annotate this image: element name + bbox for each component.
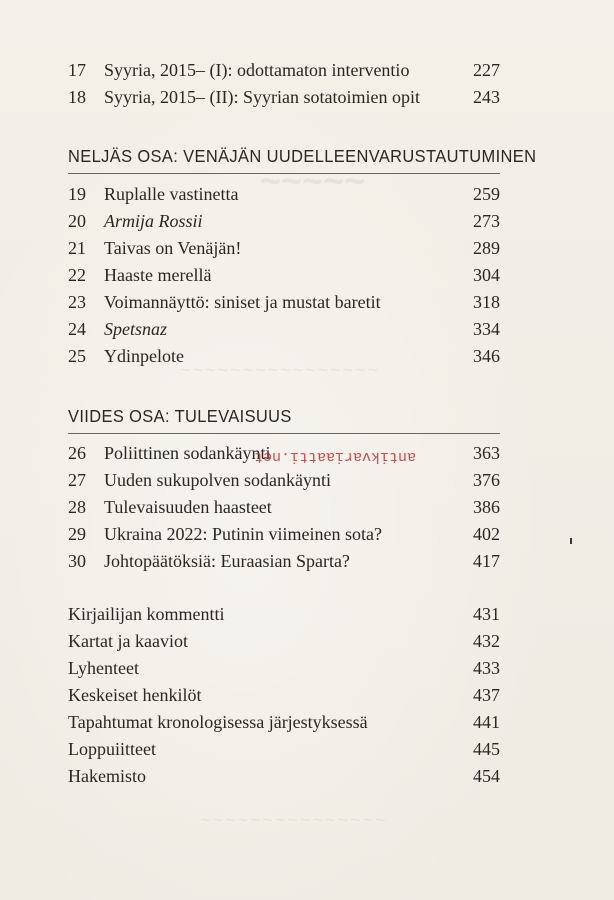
page-number: 243 <box>473 87 500 107</box>
chapter-title: Uuden sukupolven sodankäynti <box>104 470 331 490</box>
page-number: 304 <box>473 265 500 285</box>
page-number: 437 <box>473 685 500 705</box>
chapter-title: Ydinpelote <box>104 346 184 366</box>
toc-entry-22 <box>68 262 500 288</box>
page-number: 433 <box>473 658 500 678</box>
chapter-title: Voimannäyttö: siniset ja mustat baretit <box>104 292 381 312</box>
seller-watermark: antikvariaatti.net <box>254 448 417 465</box>
toc-entry-28 <box>68 494 500 520</box>
page-number: 289 <box>473 238 500 258</box>
chapter-number: 18 <box>68 87 86 107</box>
chapter-title: Poliittinen sodankäynti <box>104 443 271 463</box>
toc-entry-abbreviations <box>68 655 500 681</box>
back-matter-title: Loppuiitteet <box>68 739 156 759</box>
toc-entry-endnotes <box>68 736 500 762</box>
toc-entry-27 <box>68 467 500 493</box>
page-number: 441 <box>473 712 500 732</box>
toc-entry-21 <box>68 235 500 261</box>
chapter-title: Spetsnaz <box>104 319 167 339</box>
toc-entry-29 <box>68 521 500 547</box>
page-number: 318 <box>473 292 500 312</box>
toc-entry-30 <box>68 548 500 574</box>
back-matter-title: Kirjailijan kommentti <box>68 604 225 624</box>
chapter-title: Johtopäätöksiä: Euraasian Sparta? <box>104 551 350 571</box>
chapter-title: Taivas on Venäjän! <box>104 238 242 258</box>
toc-entry-17 <box>68 57 500 83</box>
bleed-through-mark-3: ~~~~~~~~~~~~~~~ <box>200 810 388 830</box>
chapter-title: Tulevaisuuden haasteet <box>104 497 272 517</box>
chapter-title: Armija Rossii <box>104 211 203 231</box>
chapter-title: Haaste merellä <box>104 265 212 285</box>
toc-entry-index <box>68 763 500 789</box>
page-number: 376 <box>473 470 500 490</box>
chapter-title: Ukraina 2022: Putinin viimeinen sota? <box>104 524 382 544</box>
margin-mark <box>570 538 572 544</box>
chapter-title: Syyria, 2015– (II): Syyrian sotatoimien opit <box>104 87 420 107</box>
toc-entry-19 <box>68 181 500 207</box>
chapter-number: 24 <box>68 319 86 339</box>
back-matter-title: Hakemisto <box>68 766 146 786</box>
back-matter-title: Keskeiset henkilöt <box>68 685 202 705</box>
toc-entry-23 <box>68 289 500 315</box>
toc-entry-chronology <box>68 709 500 735</box>
page-number: 445 <box>473 739 500 759</box>
chapter-number: 21 <box>68 238 86 258</box>
chapter-number: 17 <box>68 60 86 80</box>
bleed-through-mark-1: ~~~~~ <box>260 160 366 201</box>
toc-entry-18 <box>68 84 500 110</box>
page-number: 273 <box>473 211 500 231</box>
toc-entry-25 <box>68 343 500 369</box>
bleed-through-mark-2: ~~~~~~~~~~~~~~~~ <box>180 360 381 380</box>
section-divider <box>68 173 500 174</box>
chapter-number: 29 <box>68 524 86 544</box>
section-divider <box>68 433 500 434</box>
chapter-number: 20 <box>68 211 86 231</box>
page-number: 346 <box>473 346 500 366</box>
page-number: 386 <box>473 497 500 517</box>
chapter-title: Syyria, 2015– (I): odottamaton interventio <box>104 60 410 80</box>
chapter-title: Ruplalle vastinetta <box>104 184 239 204</box>
toc-entry-key-people <box>68 682 500 708</box>
page-number: 417 <box>473 551 500 571</box>
chapter-number: 26 <box>68 443 86 463</box>
page-number: 259 <box>473 184 500 204</box>
page-number: 454 <box>473 766 500 786</box>
back-matter-title: Tapahtumat kronologisessa järjestyksessä <box>68 712 368 732</box>
chapter-number: 28 <box>68 497 86 517</box>
toc-entry-20 <box>68 208 500 234</box>
back-matter-title: Lyhenteet <box>68 658 139 678</box>
chapter-number: 19 <box>68 184 86 204</box>
toc-entry-maps <box>68 628 500 654</box>
chapter-number: 23 <box>68 292 86 312</box>
page-number: 227 <box>473 60 500 80</box>
page-number: 431 <box>473 604 500 624</box>
chapter-number: 22 <box>68 265 86 285</box>
chapter-number: 30 <box>68 551 86 571</box>
page-number: 432 <box>473 631 500 651</box>
page-number: 402 <box>473 524 500 544</box>
back-matter-title: Kartat ja kaaviot <box>68 631 188 651</box>
page-number: 334 <box>473 319 500 339</box>
part-five-heading: VIIDES OSA: TULEVAISUUS <box>68 406 292 426</box>
chapter-number: 25 <box>68 346 86 366</box>
chapter-number: 27 <box>68 470 86 490</box>
part-four-heading: NELJÄS OSA: VENÄJÄN UUDELLEENVARUSTAUTUMINEN <box>68 146 537 166</box>
page-number: 363 <box>473 443 500 463</box>
toc-entry-author-note <box>68 601 500 627</box>
toc-entry-24 <box>68 316 500 342</box>
